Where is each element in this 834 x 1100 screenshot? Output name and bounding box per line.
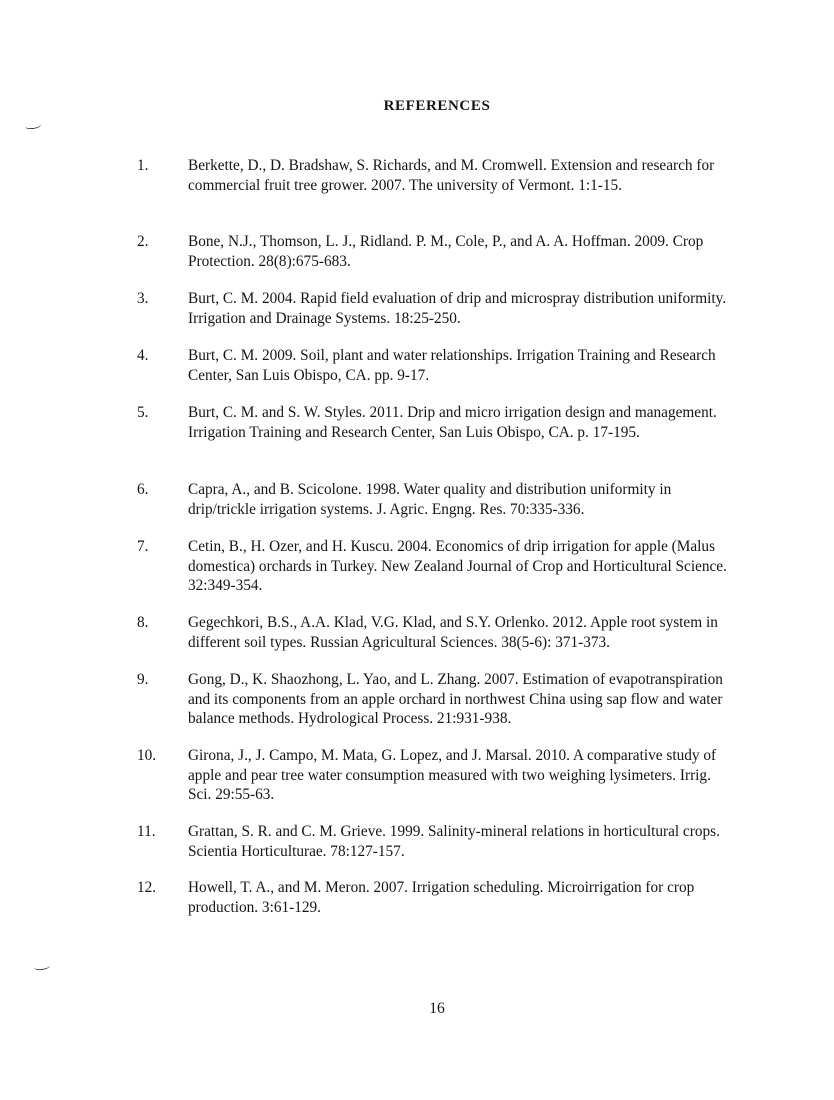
reference-number: 6. (137, 481, 149, 498)
reference-text: Capra, A., and B. Scicolone. 1998. Water quality and distribution uniformity in drip/trickle irrigation systems. J. Agric. Engng. Res. 70:335-336. (188, 481, 672, 518)
reference-text: Gegechkori, B.S., A.A. Klad, V.G. Klad, and S.Y. Orlenko. 2012. Apple root system in different soil types. Russian Agricultural Sciences. 38(5-6): 371-373. (188, 614, 718, 651)
reference-number: 11. (137, 823, 156, 840)
reference-item (137, 878, 737, 917)
reference-text: Howell, T. A., and M. Meron. 2007. Irrigation scheduling. Microirrigation for crop production. 3:61-129. (188, 879, 695, 916)
reference-text: Cetin, B., H. Ozer, and H. Kuscu. 2004. Economics of drip irrigation for apple (Malus domestica) orchards in Turkey. New Zealand Journal of Crop and Horticultural Science. 32:349-354. (188, 538, 727, 594)
reference-item (137, 613, 737, 652)
reference-item (137, 746, 737, 805)
scan-mark (34, 962, 51, 971)
reference-item (137, 346, 737, 385)
reference-text: Berkette, D., D. Bradshaw, S. Richards, and M. Cromwell. Extension and research for commercial fruit tree grower. 2007. The university of Vermont. 1:1-15. (188, 157, 715, 194)
page-number: 16 (429, 1000, 445, 1017)
reference-number: 2. (137, 233, 149, 250)
reference-number: 8. (137, 614, 149, 631)
reference-item (137, 232, 737, 271)
reference-item (137, 156, 737, 195)
reference-text: Burt, C. M. and S. W. Styles. 2011. Drip and micro irrigation design and management. Irrigation Training and Research Center, San Luis Obispo, CA. p. 17-195. (188, 404, 717, 441)
reference-text: Grattan, S. R. and C. M. Grieve. 1999. Salinity-mineral relations in horticultural crops. Scientia Horticulturae. 78:127-157. (188, 823, 720, 860)
reference-number: 7. (137, 538, 149, 555)
reference-text: Burt, C. M. 2004. Rapid field evaluation of drip and microspray distribution uniformity. Irrigation and Drainage Systems. 18:25-250. (188, 290, 727, 327)
reference-text: Girona, J., J. Campo, M. Mata, G. Lopez, and J. Marsal. 2010. A comparative study of apple and pear tree water consumption measured with two weighing lysimeters. Irrig. Sci. 29:55-63. (188, 747, 717, 803)
reference-number: 10. (137, 747, 157, 764)
reference-number: 9. (137, 671, 149, 688)
reference-number: 4. (137, 347, 149, 364)
reference-item (137, 403, 737, 442)
reference-item (137, 537, 737, 596)
reference-item (137, 822, 737, 861)
reference-number: 5. (137, 404, 149, 421)
reference-text: Burt, C. M. 2009. Soil, plant and water relationships. Irrigation Training and Research Center, San Luis Obispo, CA. pp. 9-17. (188, 347, 716, 384)
reference-number: 12. (137, 879, 157, 896)
scan-mark (25, 121, 42, 130)
reference-text: Bone, N.J., Thomson, L. J., Ridland. P. M., Cole, P., and A. A. Hoffman. 2009. Crop Protection. 28(8):675-683. (188, 233, 704, 270)
reference-item (137, 670, 737, 729)
reference-item (137, 480, 737, 519)
reference-item (137, 289, 737, 328)
reference-number: 3. (137, 290, 149, 307)
reference-text: Gong, D., K. Shaozhong, L. Yao, and L. Zhang. 2007. Estimation of evapotranspiration and its components from an apple orchard in northwest China using sap flow and water balance methods. Hydrological Process. 21:931-938. (188, 671, 723, 727)
reference-number: 1. (137, 157, 149, 174)
page-title: REFERENCES (383, 98, 491, 114)
